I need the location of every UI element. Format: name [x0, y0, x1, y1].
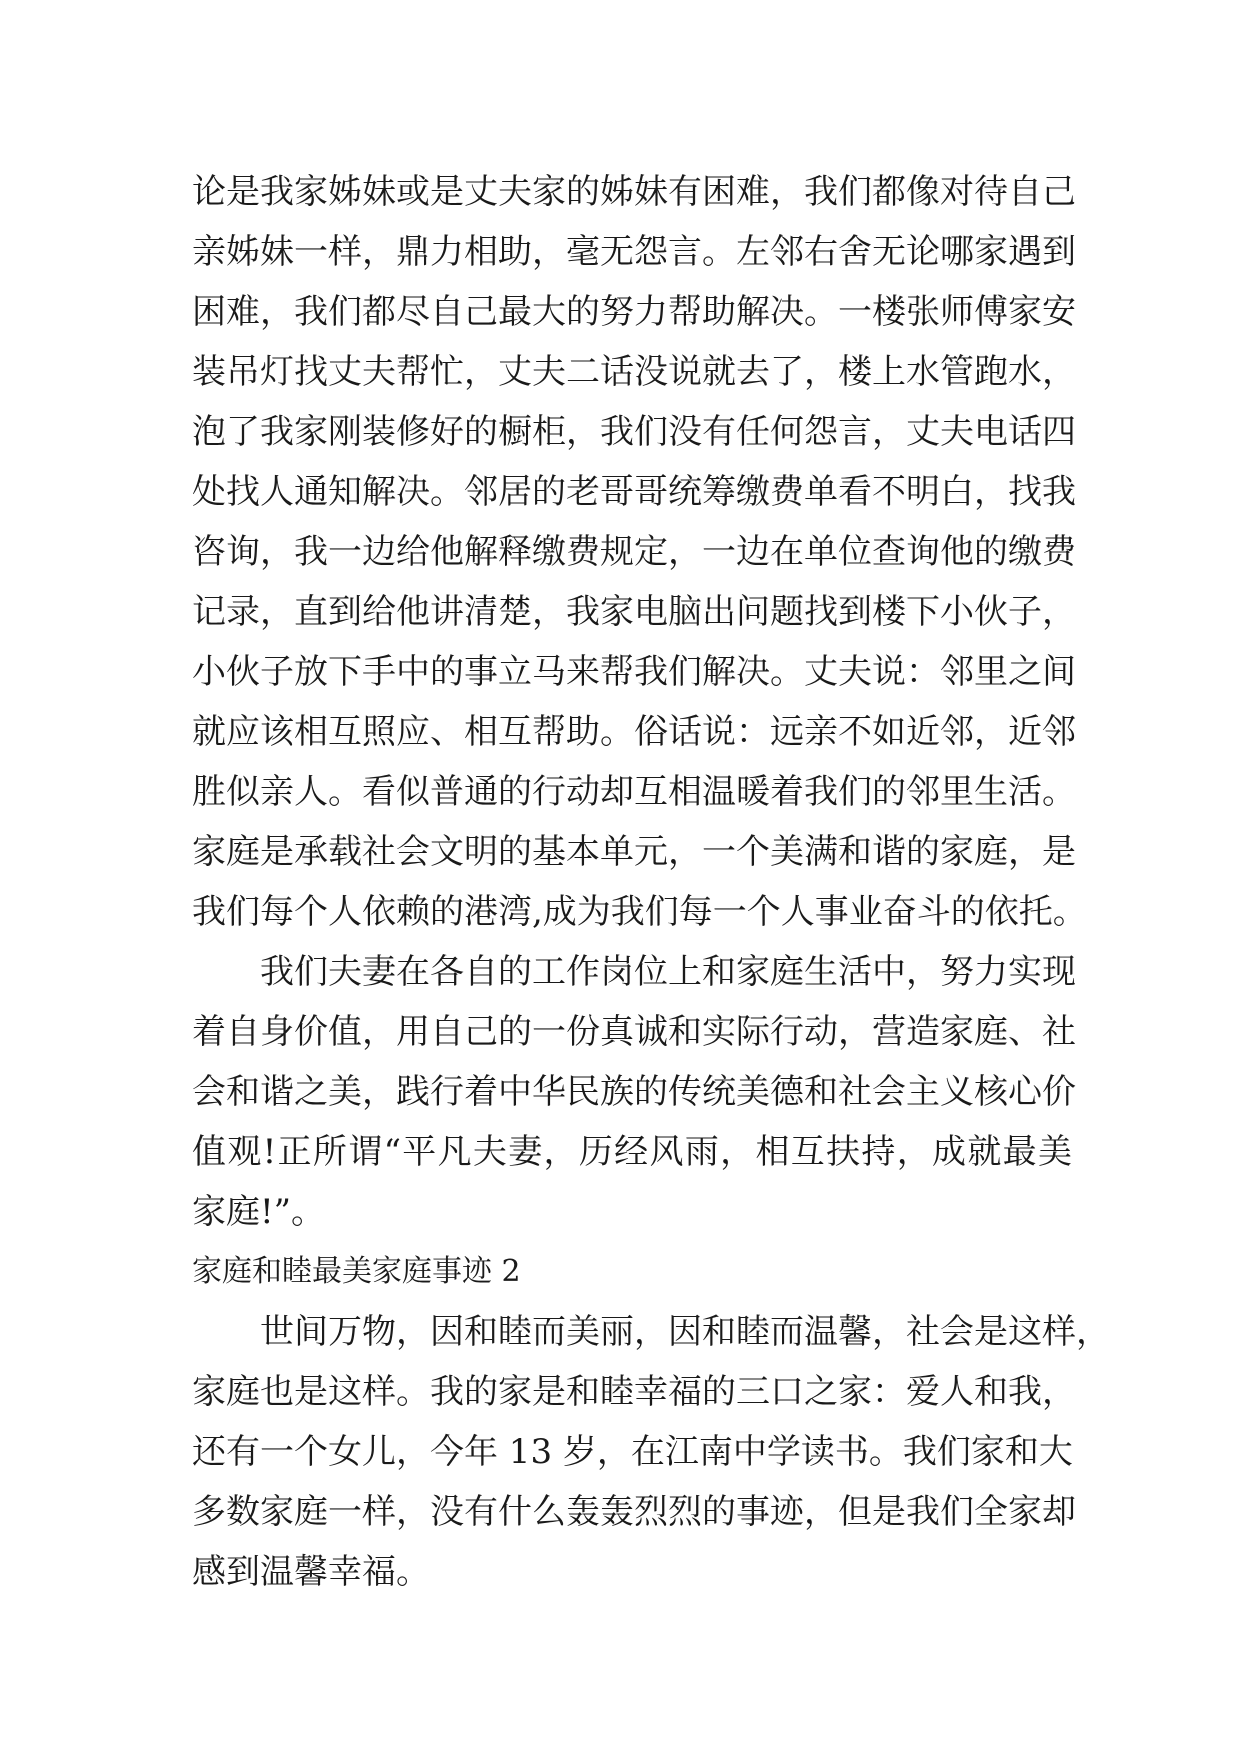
section-heading: 家庭和睦最美家庭事迹 2	[192, 1254, 521, 1289]
text-line: 小伙子放下手中的事立马来帮我们解决。丈夫说：邻里之间	[192, 652, 1076, 692]
text-line: 我们每个人依赖的港湾,成为我们每一个人事业奋斗的依托。	[192, 892, 1087, 932]
text-line: 困难，我们都尽自己最大的努力帮助解决。一楼张师傅家安	[192, 292, 1076, 332]
paragraph-1	[192, 162, 1087, 942]
text-line: 记录，直到给他讲清楚，我家电脑出问题找到楼下小伙子，	[192, 592, 1076, 632]
text-line: 就应该相互照应、相互帮助。俗话说：远亲不如近邻，近邻	[192, 712, 1076, 752]
text-line: 世间万物，因和睦而美丽，因和睦而温馨，社会是这样，	[260, 1312, 1110, 1352]
text-line: 感到温馨幸福。	[192, 1552, 430, 1592]
document-body	[192, 162, 1110, 1602]
text-line: 论是我家姊妹或是丈夫家的姊妹有困难，我们都像对待自己	[192, 172, 1076, 212]
text-line: 我们夫妻在各自的工作岗位上和家庭生活中，努力实现	[260, 952, 1076, 992]
text-line: 装吊灯找丈夫帮忙，丈夫二话没说就去了，楼上水管跑水，	[192, 352, 1076, 392]
text-line: 处找人通知解决。邻居的老哥哥统筹缴费单看不明白，找我	[192, 472, 1076, 512]
text-line: 着自身价值，用自己的一份真诚和实际行动，营造家庭、社	[192, 1012, 1076, 1052]
paragraph-2	[192, 942, 1076, 1242]
text-line: 泡了我家刚装修好的橱柜，我们没有任何怨言，丈夫电话四	[192, 412, 1076, 452]
text-line: 家庭是承载社会文明的基本单元，一个美满和谐的家庭，是	[192, 832, 1076, 872]
text-line: 家庭也是这样。我的家是和睦幸福的三口之家：爱人和我，	[192, 1372, 1076, 1412]
text-line: 多数家庭一样，没有什么轰轰烈烈的事迹，但是我们全家却	[192, 1492, 1076, 1532]
paragraph-3	[192, 1302, 1110, 1602]
text-line: 咨询，我一边给他解释缴费规定，一边在单位查询他的缴费	[192, 532, 1076, 572]
text-line: 还有一个女儿，今年 13 岁，在江南中学读书。我们家和大	[192, 1432, 1073, 1472]
text-line: 值观!正所谓“平凡夫妻，历经风雨，相互扶持，成就最美	[192, 1132, 1072, 1172]
text-line: 胜似亲人。看似普通的行动却互相温暖着我们的邻里生活。	[192, 772, 1076, 812]
text-line: 亲姊妹一样，鼎力相助，毫无怨言。左邻右舍无论哪家遇到	[192, 232, 1076, 272]
text-line: 会和谐之美，践行着中华民族的传统美德和社会主义核心价	[192, 1072, 1076, 1112]
text-line: 家庭!”。	[192, 1192, 326, 1232]
